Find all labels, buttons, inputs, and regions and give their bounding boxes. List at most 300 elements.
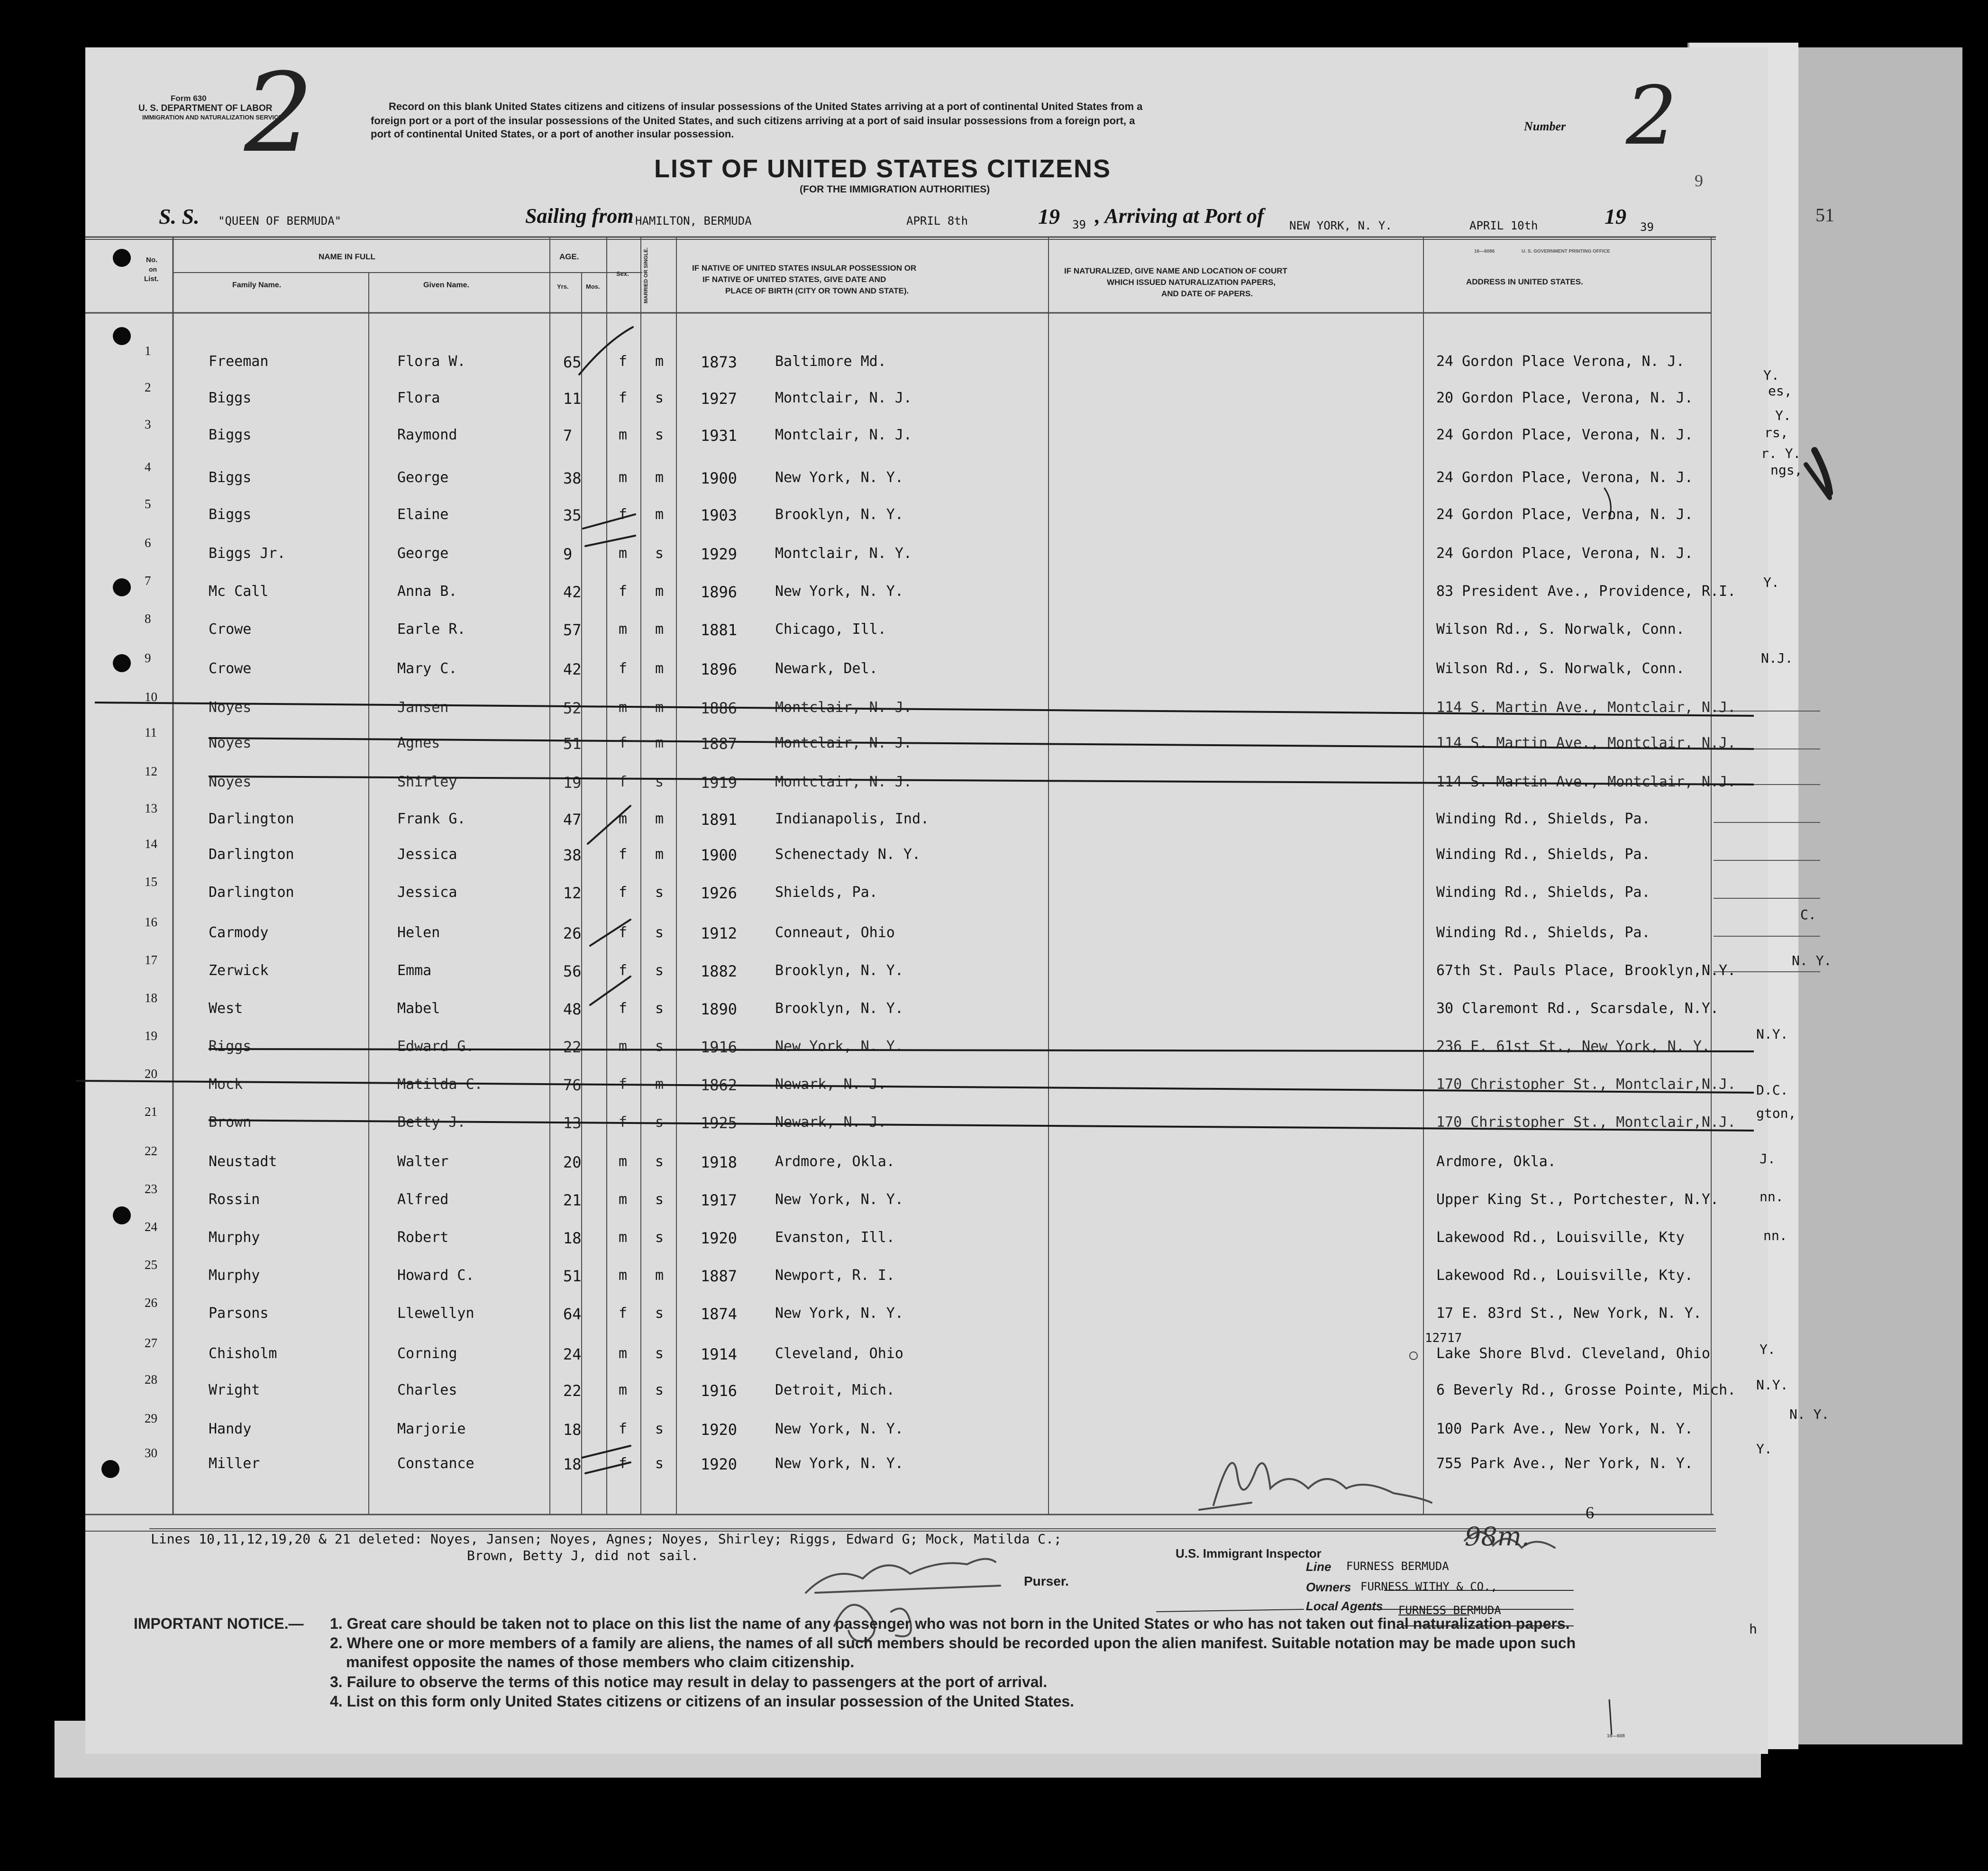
birth-year: 1896	[701, 660, 738, 678]
adjacent-page-fragment: N. Y.	[1792, 953, 1832, 968]
sex: m	[619, 1191, 628, 1208]
birth-place: Newark, N. J.	[775, 1114, 886, 1131]
age-years: 12	[563, 884, 582, 902]
row-number: 23	[145, 1182, 157, 1196]
family-name: West	[209, 1000, 243, 1017]
birth-place: Montclair, N. J.	[775, 774, 912, 790]
row-number: 17	[145, 953, 157, 967]
age-years: 21	[563, 1191, 582, 1209]
age-years: 65	[563, 353, 582, 371]
col-naturalized: WHICH ISSUED NATURALIZATION PAPERS,	[1107, 278, 1276, 287]
family-name: Biggs	[209, 506, 252, 523]
birth-place: Newark, Del.	[775, 660, 878, 677]
notice-title: IMPORTANT NOTICE.—	[134, 1615, 304, 1632]
sex: f	[619, 846, 628, 863]
given-name: Jessica	[397, 846, 457, 863]
row-number: 1	[145, 344, 151, 358]
birth-year: 1873	[701, 353, 738, 371]
family-name: Noyes	[209, 735, 252, 751]
address: Lakewood Rd., Louisville, Kty	[1436, 1229, 1685, 1246]
sex: f	[619, 735, 628, 751]
form-footer-code: 16—608	[1607, 1734, 1625, 1739]
notice-item-1: 1. Great care should be taken not to place on this list the name of any passenger who was not born in the United States or who has not taken out final naturalization papers.	[330, 1615, 1570, 1632]
address: 67th St. Pauls Place, Brooklyn,N.Y.	[1436, 962, 1736, 979]
instruction-line-3: port of continental United States, or a port of another insular possession.	[371, 128, 734, 140]
given-name: Flora	[397, 390, 440, 406]
address: Winding Rd., Shields, Pa.	[1436, 924, 1651, 941]
birth-place: Newport, R. I.	[775, 1267, 895, 1284]
birth-place: Brooklyn, N. Y.	[775, 962, 903, 979]
birth-year: 1891	[701, 811, 738, 829]
sex: f	[619, 1421, 628, 1437]
document-subtitle: (FOR THE IMMIGRATION AUTHORITIES)	[800, 184, 990, 195]
arrival-year: 39	[1640, 220, 1654, 234]
given-name: George	[397, 545, 449, 562]
marital-status: s	[655, 1345, 664, 1362]
sex: f	[619, 1305, 628, 1322]
family-name: Noyes	[209, 774, 252, 790]
address: 170 Christopher St., Montclair,N.J.	[1436, 1114, 1736, 1131]
birth-year: 1886	[701, 699, 738, 717]
given-name: Constance	[397, 1455, 474, 1472]
col-name-in-full: NAME IN FULL	[319, 252, 375, 261]
sex: f	[619, 884, 628, 901]
age-years: 20	[563, 1153, 582, 1171]
sex: f	[619, 1000, 628, 1017]
col-native: IF NATIVE OF UNITED STATES, GIVE DATE AND	[702, 275, 886, 284]
sex: f	[619, 660, 628, 677]
family-name: Noyes	[209, 699, 252, 716]
sex: f	[619, 1076, 628, 1093]
birth-year: 1900	[701, 469, 738, 487]
birth-year: 1862	[701, 1076, 738, 1094]
row-number: 13	[145, 801, 157, 815]
notice-item-2: 2. Where one or more members of a family are aliens, the names of all such members should be recorded upon the alien manifest. Suitable notation may be made upon such	[330, 1634, 1576, 1652]
sex: m	[619, 699, 628, 716]
adjacent-page-fragment: r. Y.	[1761, 446, 1801, 461]
sex: m	[619, 1267, 628, 1284]
birth-place: Conneaut, Ohio	[775, 924, 895, 941]
purser-label: Purser.	[1024, 1574, 1069, 1588]
col-family-name: Family Name.	[232, 281, 282, 289]
margin-number: 51	[1815, 204, 1834, 226]
adjacent-page-fragment: nn.	[1760, 1189, 1784, 1205]
birth-year: 1918	[701, 1153, 738, 1171]
marital-status: m	[655, 506, 664, 523]
adjacent-page-fragment: N.J.	[1761, 650, 1793, 666]
sex: m	[619, 545, 628, 562]
birth-place: New York, N. Y.	[775, 1455, 903, 1472]
sex: m	[619, 811, 628, 827]
col-native: IF NATIVE OF UNITED STATES INSULAR POSSESSION OR	[692, 264, 917, 273]
age-years: 51	[563, 1267, 582, 1285]
ss-label: S. S.	[159, 204, 200, 228]
marital-status: s	[655, 1421, 664, 1437]
adjacent-page-fragment: Y.	[1756, 1441, 1772, 1457]
row-number: 12	[145, 764, 157, 778]
marital-status: m	[655, 660, 664, 677]
given-name: Mary C.	[397, 660, 457, 677]
given-name: Llewellyn	[397, 1305, 474, 1322]
family-name: Riggs	[209, 1038, 252, 1055]
birth-year: 1896	[701, 583, 738, 601]
adjacent-page-fragment: h	[1749, 1621, 1757, 1637]
marital-status: s	[655, 1000, 664, 1017]
birth-year: 1917	[701, 1191, 738, 1209]
sex: f	[619, 924, 628, 941]
family-name: Biggs	[209, 469, 252, 486]
notice-item-2-cont: manifest opposite the names of those members who claim citizenship.	[346, 1653, 855, 1670]
col-no: No.	[146, 256, 158, 264]
row-number: 30	[145, 1446, 157, 1460]
row-number: 9	[145, 651, 151, 665]
address: Winding Rd., Shields, Pa.	[1436, 811, 1651, 827]
instruction-line-2: foreign port or a port of the insular possessions of the United States, and such citizens arriving at a port of said insular possessions from a foreign port, a	[371, 115, 1135, 127]
given-name: Raymond	[397, 427, 457, 443]
sex: m	[619, 1229, 628, 1246]
arriving-label: , Arriving at Port of	[1095, 204, 1264, 228]
sailing-label: Sailing from	[525, 204, 634, 228]
sex: f	[619, 1114, 628, 1131]
printer-note: 16—6086	[1474, 249, 1495, 254]
marital-status: s	[655, 774, 664, 790]
given-name: Emma	[397, 962, 432, 979]
given-name: Agnes	[397, 735, 440, 751]
address: Wilson Rd., S. Norwalk, Conn.	[1436, 621, 1685, 638]
age-years: 38	[563, 846, 582, 864]
marital-status: s	[655, 1038, 664, 1055]
adjacent-page-fragment: N. Y.	[1789, 1406, 1830, 1422]
address: Ardmore, Okla.	[1436, 1153, 1556, 1170]
marital-status: m	[655, 846, 664, 863]
birth-year: 1920	[701, 1455, 738, 1473]
age-years: 52	[563, 699, 582, 717]
given-name: Flora W.	[397, 353, 466, 370]
family-name: Biggs	[209, 427, 252, 443]
owners-label: Owners	[1306, 1580, 1351, 1594]
address: 755 Park Ave., Ner York, N. Y.	[1436, 1455, 1693, 1472]
sex: f	[619, 506, 628, 523]
birth-place: New York, N. Y.	[775, 1305, 903, 1322]
given-name: Shirley	[397, 774, 457, 790]
row-number: 10	[145, 690, 157, 704]
adjacent-page-fragment: nn.	[1763, 1228, 1787, 1243]
birth-place: Montclair, N. J.	[775, 735, 912, 751]
row-number: 7	[145, 574, 151, 588]
row-number: 22	[145, 1144, 157, 1158]
marital-status: m	[655, 353, 664, 370]
birth-year: 1920	[701, 1229, 738, 1247]
family-name: Carmody	[209, 924, 269, 941]
birth-year: 1914	[701, 1345, 738, 1363]
birth-year: 1912	[701, 924, 738, 942]
col-sex: Sex.	[616, 270, 629, 277]
marital-status: s	[655, 924, 664, 941]
birth-year: 1903	[701, 506, 738, 524]
given-name: George	[397, 469, 449, 486]
birth-year: 1882	[701, 962, 738, 980]
sex: f	[619, 1455, 628, 1472]
birth-place: Montclair, N. Y.	[775, 545, 912, 562]
col-age-months: Mos.	[586, 283, 600, 290]
birth-year: 1874	[701, 1305, 738, 1323]
family-name: Biggs	[209, 390, 252, 406]
birth-year: 1916	[701, 1382, 738, 1400]
col-given-name: Given Name.	[423, 281, 469, 289]
sex: m	[619, 621, 628, 638]
age-years: 18	[563, 1229, 582, 1247]
marital-status: m	[655, 699, 664, 716]
birth-place: Montclair, N. J.	[775, 699, 912, 716]
family-name: Biggs Jr.	[209, 545, 286, 562]
year-prefix: 19	[1605, 204, 1626, 228]
age-years: 42	[563, 583, 582, 601]
given-name: Alfred	[397, 1191, 449, 1208]
address: 17 E. 83rd St., New York, N. Y.	[1436, 1305, 1702, 1322]
birth-place: Ardmore, Okla.	[775, 1153, 895, 1170]
birth-year: 1925	[701, 1114, 738, 1132]
marital-status: s	[655, 1191, 664, 1208]
deleted-lines-note: Brown, Betty J, did not sail.	[467, 1548, 699, 1563]
adjacent-page-fragment: rs,	[1764, 425, 1788, 440]
row-number: 3	[145, 417, 151, 431]
address: 6 Beverly Rd., Grosse Pointe, Mich.	[1436, 1382, 1736, 1398]
given-name: Mabel	[397, 1000, 440, 1017]
address: 24 Gordon Place Verona, N. J.	[1436, 353, 1685, 370]
birth-year: 1881	[701, 621, 738, 639]
given-name: Marjorie	[397, 1421, 466, 1437]
birth-place: New York, N. Y.	[775, 1038, 903, 1055]
year-prefix: 19	[1038, 204, 1060, 228]
family-name: Brown	[209, 1114, 252, 1131]
age-years: 9	[563, 545, 573, 563]
row-number: 16	[145, 915, 157, 929]
birth-place: Chicago, Ill.	[775, 621, 886, 638]
row-number: 28	[145, 1372, 157, 1387]
departure-date: APRIL 8th	[906, 214, 968, 228]
marital-status: s	[655, 427, 664, 443]
marital-status: m	[655, 1267, 664, 1284]
marital-status: s	[655, 884, 664, 901]
family-name: Neustadt	[209, 1153, 277, 1170]
family-name: Chisholm	[209, 1345, 277, 1362]
marital-status: s	[655, 1229, 664, 1246]
marital-status: m	[655, 469, 664, 486]
form-number: Form 630	[171, 94, 207, 103]
line-label: Line	[1306, 1560, 1331, 1574]
given-name: Jansen	[397, 699, 449, 716]
address: Lakewood Rd., Louisville, Kty.	[1436, 1267, 1693, 1284]
service: IMMIGRATION AND NATURALIZATION SERVICE	[142, 114, 283, 121]
address: Lake Shore Blvd. Cleveland, Ohio	[1436, 1345, 1710, 1362]
adjacent-page-fragment: N.Y.	[1756, 1377, 1788, 1393]
marital-status: s	[655, 1114, 664, 1131]
birth-year: 1919	[701, 774, 738, 792]
given-name: Anna B.	[397, 583, 457, 600]
agents-value: FURNESS BERMUDA	[1398, 1604, 1501, 1617]
age-years: 24	[563, 1345, 582, 1363]
departure-port: HAMILTON, BERMUDA	[635, 214, 752, 228]
sex: f	[619, 583, 628, 600]
page-count: 6	[1586, 1503, 1594, 1522]
given-name: Frank G.	[397, 811, 466, 827]
birth-year: 1926	[701, 884, 738, 902]
marital-status: m	[655, 1076, 664, 1093]
address: 24 Gordon Place, Verona, N. J.	[1436, 427, 1693, 443]
agents-label: Local Agents	[1306, 1599, 1383, 1613]
family-name: Darlington	[209, 811, 294, 827]
age-years: 18	[563, 1421, 582, 1439]
address: 83 President Ave., Providence, R.I.	[1436, 583, 1736, 600]
family-name: Darlington	[209, 884, 294, 901]
family-name: Murphy	[209, 1267, 260, 1284]
birth-place: Montclair, N. J.	[775, 390, 912, 406]
sex: f	[619, 962, 628, 979]
document-title: LIST OF UNITED STATES CITIZENS	[654, 155, 1111, 183]
address: 114 S. Martin Ave., Montclair, N.J.	[1436, 735, 1736, 751]
family-name: Crowe	[209, 621, 252, 638]
instruction-line-1: Record on this blank United States citizens and citizens of insular possessions of the United States arriving at a port of continental United States from a	[389, 100, 1143, 112]
birth-place: Newark, N. J.	[775, 1076, 886, 1093]
given-name: Robert	[397, 1229, 449, 1246]
adjacent-page-fragment: C.	[1800, 907, 1816, 922]
col-age: AGE.	[559, 252, 579, 261]
line-value: FURNESS BERMUDA	[1346, 1560, 1449, 1573]
deleted-lines-note: Lines 10,11,12,19,20 & 21 deleted: Noyes, Jansen; Noyes, Agnes; Noyes, Shirley; Riggs, Edward G; Mock, Matilda C.;	[151, 1531, 1062, 1547]
birth-place: Evanston, Ill.	[775, 1229, 895, 1246]
family-name: Handy	[209, 1421, 252, 1437]
family-name: Miller	[209, 1455, 260, 1472]
department: U. S. DEPARTMENT OF LABOR	[138, 103, 273, 113]
address: 24 Gordon Place, Verona, N. J.	[1436, 545, 1693, 562]
birth-place: Detroit, Mich.	[775, 1382, 895, 1398]
row-number: 24	[145, 1220, 157, 1234]
page-number-handwritten: 2	[244, 50, 314, 177]
age-years: 42	[563, 660, 582, 678]
family-name: Murphy	[209, 1229, 260, 1246]
marital-status: m	[655, 811, 664, 827]
row-number: 5	[145, 497, 151, 511]
age-years: 47	[563, 811, 582, 829]
col-no: on	[149, 265, 157, 273]
margin-number: 9	[1695, 171, 1703, 190]
marital-status: s	[655, 545, 664, 562]
row-number: 14	[145, 837, 157, 851]
marital-status: s	[655, 390, 664, 406]
row-number: 19	[145, 1029, 157, 1043]
col-age-years: Yrs.	[557, 283, 569, 290]
age-years: 19	[563, 774, 582, 792]
sex: m	[619, 1345, 628, 1362]
family-name: Rossin	[209, 1191, 260, 1208]
birth-year: 1920	[701, 1421, 738, 1439]
birth-place: Indianapolis, Ind.	[775, 811, 930, 827]
row-number: 8	[145, 611, 151, 626]
given-name: Jessica	[397, 884, 457, 901]
birth-year: 1887	[701, 735, 738, 753]
adjacent-page-fragment: ngs,	[1770, 462, 1803, 478]
age-years: 35	[563, 506, 582, 524]
birth-place: New York, N. Y.	[775, 1421, 903, 1437]
birth-place: Shields, Pa.	[775, 884, 878, 901]
birth-place: Brooklyn, N. Y.	[775, 1000, 903, 1017]
birth-place: Schenectady N. Y.	[775, 846, 921, 863]
col-naturalized: AND DATE OF PAPERS.	[1161, 289, 1253, 298]
inspector-label: U.S. Immigrant Inspector	[1176, 1546, 1322, 1561]
sex: m	[619, 427, 628, 443]
adjacent-page-fragment: D.C.	[1756, 1082, 1788, 1098]
given-name: Charles	[397, 1382, 457, 1398]
family-name: Mc Call	[209, 583, 269, 600]
given-name: Elaine	[397, 506, 449, 523]
birth-place: New York, N. Y.	[775, 1191, 903, 1208]
birth-year: 1929	[701, 545, 738, 563]
age-years: 51	[563, 735, 582, 753]
family-name: Freeman	[209, 353, 269, 370]
adjacent-page-fragment: J.	[1760, 1151, 1776, 1167]
adjacent-page-fragment: N.Y.	[1756, 1026, 1788, 1042]
address: Wilson Rd., S. Norwalk, Conn.	[1436, 660, 1685, 677]
family-name: Wright	[209, 1382, 260, 1398]
adjacent-page-fragment: Y.	[1760, 1342, 1776, 1357]
address: 114 S. Martin Ave., Montclair, N.J.	[1436, 774, 1736, 790]
age-years: 7	[563, 427, 573, 445]
given-name: Earle R.	[397, 621, 466, 638]
sex: m	[619, 1153, 628, 1170]
birth-place: Brooklyn, N. Y.	[775, 506, 903, 523]
given-name: Betty J.	[397, 1114, 466, 1131]
row-number: 18	[145, 991, 157, 1005]
birth-place: Montclair, N. J.	[775, 427, 912, 443]
family-name: Mock	[209, 1076, 243, 1093]
birth-place: Cleveland, Ohio	[775, 1345, 903, 1362]
age-years: 11	[563, 390, 582, 408]
adjacent-page-fragment: Y.	[1763, 367, 1779, 383]
marital-status: s	[655, 1153, 664, 1170]
sex: m	[619, 1038, 628, 1055]
sex: f	[619, 774, 628, 790]
age-years: 48	[563, 1000, 582, 1018]
sex: m	[619, 1382, 628, 1398]
given-name: Howard C.	[397, 1267, 474, 1284]
row-number: 21	[145, 1104, 157, 1119]
arrival-date: APRIL 10th	[1469, 219, 1538, 232]
address: 114 S. Martin Ave., Montclair, N.J.	[1436, 699, 1736, 716]
sex: m	[619, 469, 628, 486]
adjacent-page-fragment: Y.	[1763, 575, 1779, 590]
address: 24 Gordon Place, Verona, N. J.	[1436, 469, 1693, 486]
age-years: 18	[563, 1455, 582, 1473]
col-no: List.	[144, 275, 159, 283]
col-naturalized: IF NATURALIZED, GIVE NAME AND LOCATION OF COURT	[1064, 266, 1287, 275]
birth-place: Baltimore Md.	[775, 353, 886, 370]
number-handwritten: 2	[1626, 69, 1678, 163]
family-name: Parsons	[209, 1305, 269, 1322]
address: 30 Claremont Rd., Scarsdale, N.Y.	[1436, 1000, 1719, 1017]
age-years: 13	[563, 1114, 582, 1132]
marital-status: m	[655, 621, 664, 638]
adjacent-page-fragment: Y.	[1775, 408, 1791, 423]
age-years: 22	[563, 1038, 582, 1056]
marital-status: s	[655, 1382, 664, 1398]
owners-value: FURNESS WITHY & CO.,	[1360, 1580, 1497, 1593]
marital-status: s	[655, 1455, 664, 1472]
given-name: Walter	[397, 1153, 449, 1170]
col-native: PLACE OF BIRTH (CITY OR TOWN AND STATE).	[725, 286, 909, 295]
given-name: Helen	[397, 924, 440, 941]
adjacent-page-fragment: es,	[1768, 383, 1792, 399]
address: Winding Rd., Shields, Pa.	[1436, 884, 1651, 901]
